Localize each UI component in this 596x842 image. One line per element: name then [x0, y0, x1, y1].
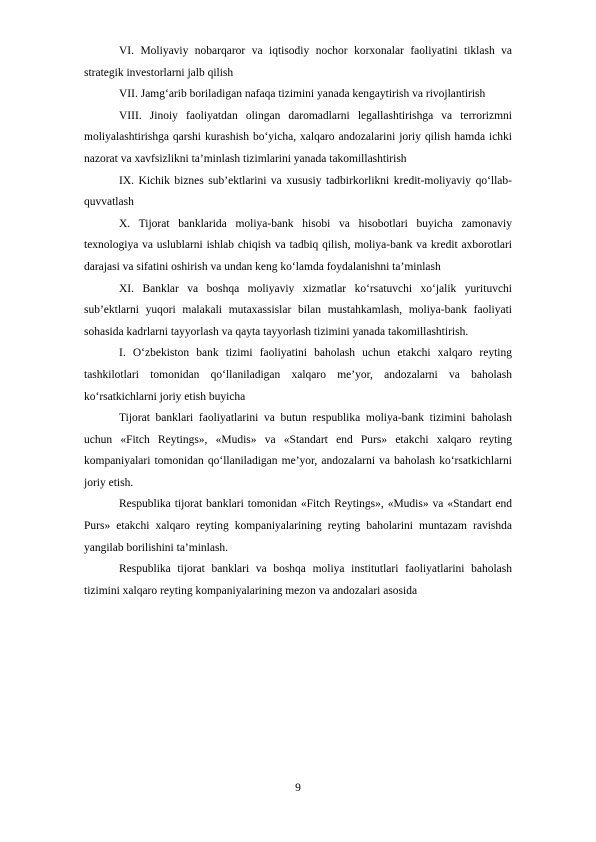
page-number: 9	[295, 782, 301, 794]
paragraph: Respublika tijorat banklari tomonidan «Fitch Reytings», «Mudis» va «Standart end Purs» etakchi xalqaro reyting kompaniyalarining reyting baholarini muntazam ravishda yangilab borilishini ta’minlash.	[84, 498, 512, 554]
paragraph: I. O‘zbekiston bank tizimi faoliyatini baholash uchun etakchi xalqaro reyting tashkilotlari tomonidan qo‘llaniladigan xalqaro me’yor, andozalarni va baholash ko‘rsatkichlarni joriy etish buyicha	[84, 347, 512, 403]
paragraph: VI. Moliyaviy nobarqaror va iqtisodiy nochor korxonalar faoliyatini tiklash va strategik investorlarni jalb qilish	[84, 45, 512, 79]
paragraph: VIII. Jinoiy faoliyatdan olingan daromadlarni legallashtirishga va terrorizmni moliyalashtirishga qarshi kurashish bo‘yicha, xalqaro andozalarini joriy qilish hamda ichki nazorat va xavfsizlikni ta’minlash tizimlarini yanada takomillashtirish	[84, 109, 512, 165]
paragraph: IX. Kichik biznes sub’ektlarini va xususiy tadbirkorlikni kredit-moliyaviy qo‘llab-quvvatlash	[84, 174, 512, 209]
paragraph: VII. Jamg‘arib boriladigan nafaqa tizimini yanada kengaytirish va rivojlantirish	[119, 88, 486, 101]
paragraph: Tijorat banklari faoliyatlarini va butun respublika moliya-bank tizimini baholash uchun «Fitch Reytings», «Mudis» va «Standart end Purs» etakchi xalqaro reyting kompaniyalari tomonidan qo‘llaniladigan me’yor, andozalarni va baholash ko‘rsatkichlarni joriy etish.	[84, 412, 512, 489]
paragraph: XI. Banklar va boshqa moliyaviy xizmatlar ko‘rsatuvchi xo‘jalik yurituvchi sub’ektlarni yuqori malakali mutaxassislar bilan mustahkamlash, moliya-bank faoliyati sohasida kadrlarni tayyorlash va qayta tayyorlash tizimini yanada takomillashtirish.	[84, 282, 512, 338]
paragraph: Respublika tijorat banklari va boshqa moliya institutlari faoliyatlarini baholash tizimini xalqaro reyting kompaniyalarining mezon va andozalari asosida	[84, 563, 512, 597]
paragraph: X. Tijorat banklarida moliya-bank hisobi va hisobotlari buyicha zamonaviy texnologiya va uslublarni ishlab chiqish va tadbiq qilish, moliya-bank va kredit axborotlari darajasi va sifatini oshirish va undan keng ko‘lamda foydalanishni ta’minlash	[84, 217, 512, 273]
document-page	[84, 41, 512, 602]
